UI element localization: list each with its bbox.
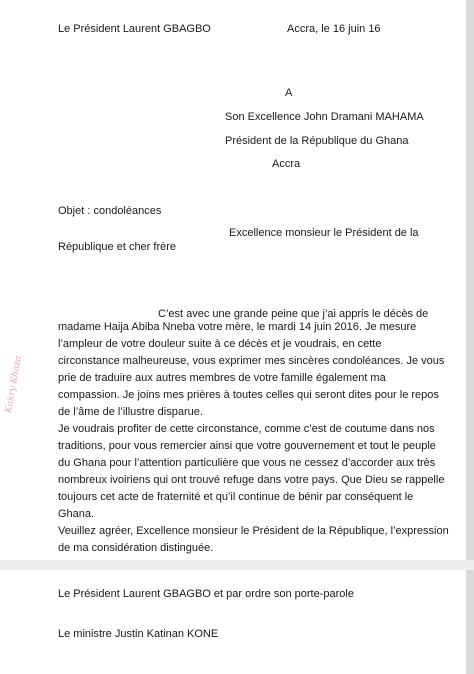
signature-line-2: Le ministre Justin Katinan KONE — [58, 628, 219, 640]
page-edge-right — [466, 0, 474, 674]
recipient-to: A — [285, 87, 293, 99]
recipient-title: Président de la République du Ghana — [225, 135, 409, 147]
watermark: Kakry Khaza — [4, 355, 24, 414]
paragraph-3: Veuillez agréer, Excellence monsieur le Président de la République, l’expression de ma considération distinguée. — [58, 525, 449, 554]
page-edge-bottom — [0, 560, 474, 570]
letter-object: Objet : condoléances — [58, 205, 162, 217]
signature-line-1: Le Président Laurent GBAGBO et par ordre son porte-parole — [58, 588, 354, 600]
recipient-name: Son Excellence John Dramani MAHAMA — [225, 111, 424, 123]
place-date: Accra, le 16 juin 16 — [287, 23, 381, 35]
paragraph-1-first-line: C’est avec une grande peine que j’ai appris le décès de — [158, 308, 429, 320]
sender-header: Le Président Laurent GBAGBO — [58, 23, 211, 35]
recipient-city: Accra — [272, 158, 301, 170]
salutation-line-1: Excellence monsieur le Président de la — [229, 227, 419, 239]
paragraph-2: Je voudrais profiter de cette circonstance, comme c’est de coutume dans nos traditions, pour vous remercier ainsi que votre gouvernement et tout le peuple du Ghana pour l’attention particulière que vous ne cessez d’accorder aux très nombreux ivoiriens qui ont trouvé refuge dans votre pays. Que Dieu se rappelle toujours cet acte de fraternité et qu’il continue de bénir par conséquent le Ghana. — [58, 423, 445, 520]
salutation-line-2: République et cher frère — [58, 241, 177, 253]
paragraph-1: madame Haija Abiba Nneba votre mère, le mardi 14 juin 2016. Je mesure l’ampleur de votre douleur suite à ce décès et je voudrais, en cette circonstance malheureuse, vous exprimer mes sincères condoléances. Je vous prie de traduire aux autres membres de votre famille également ma compassion. Je joins mes prières à toutes celles qui seront dites pour le repos de l’âme de l’illustre disparue. — [58, 321, 445, 418]
